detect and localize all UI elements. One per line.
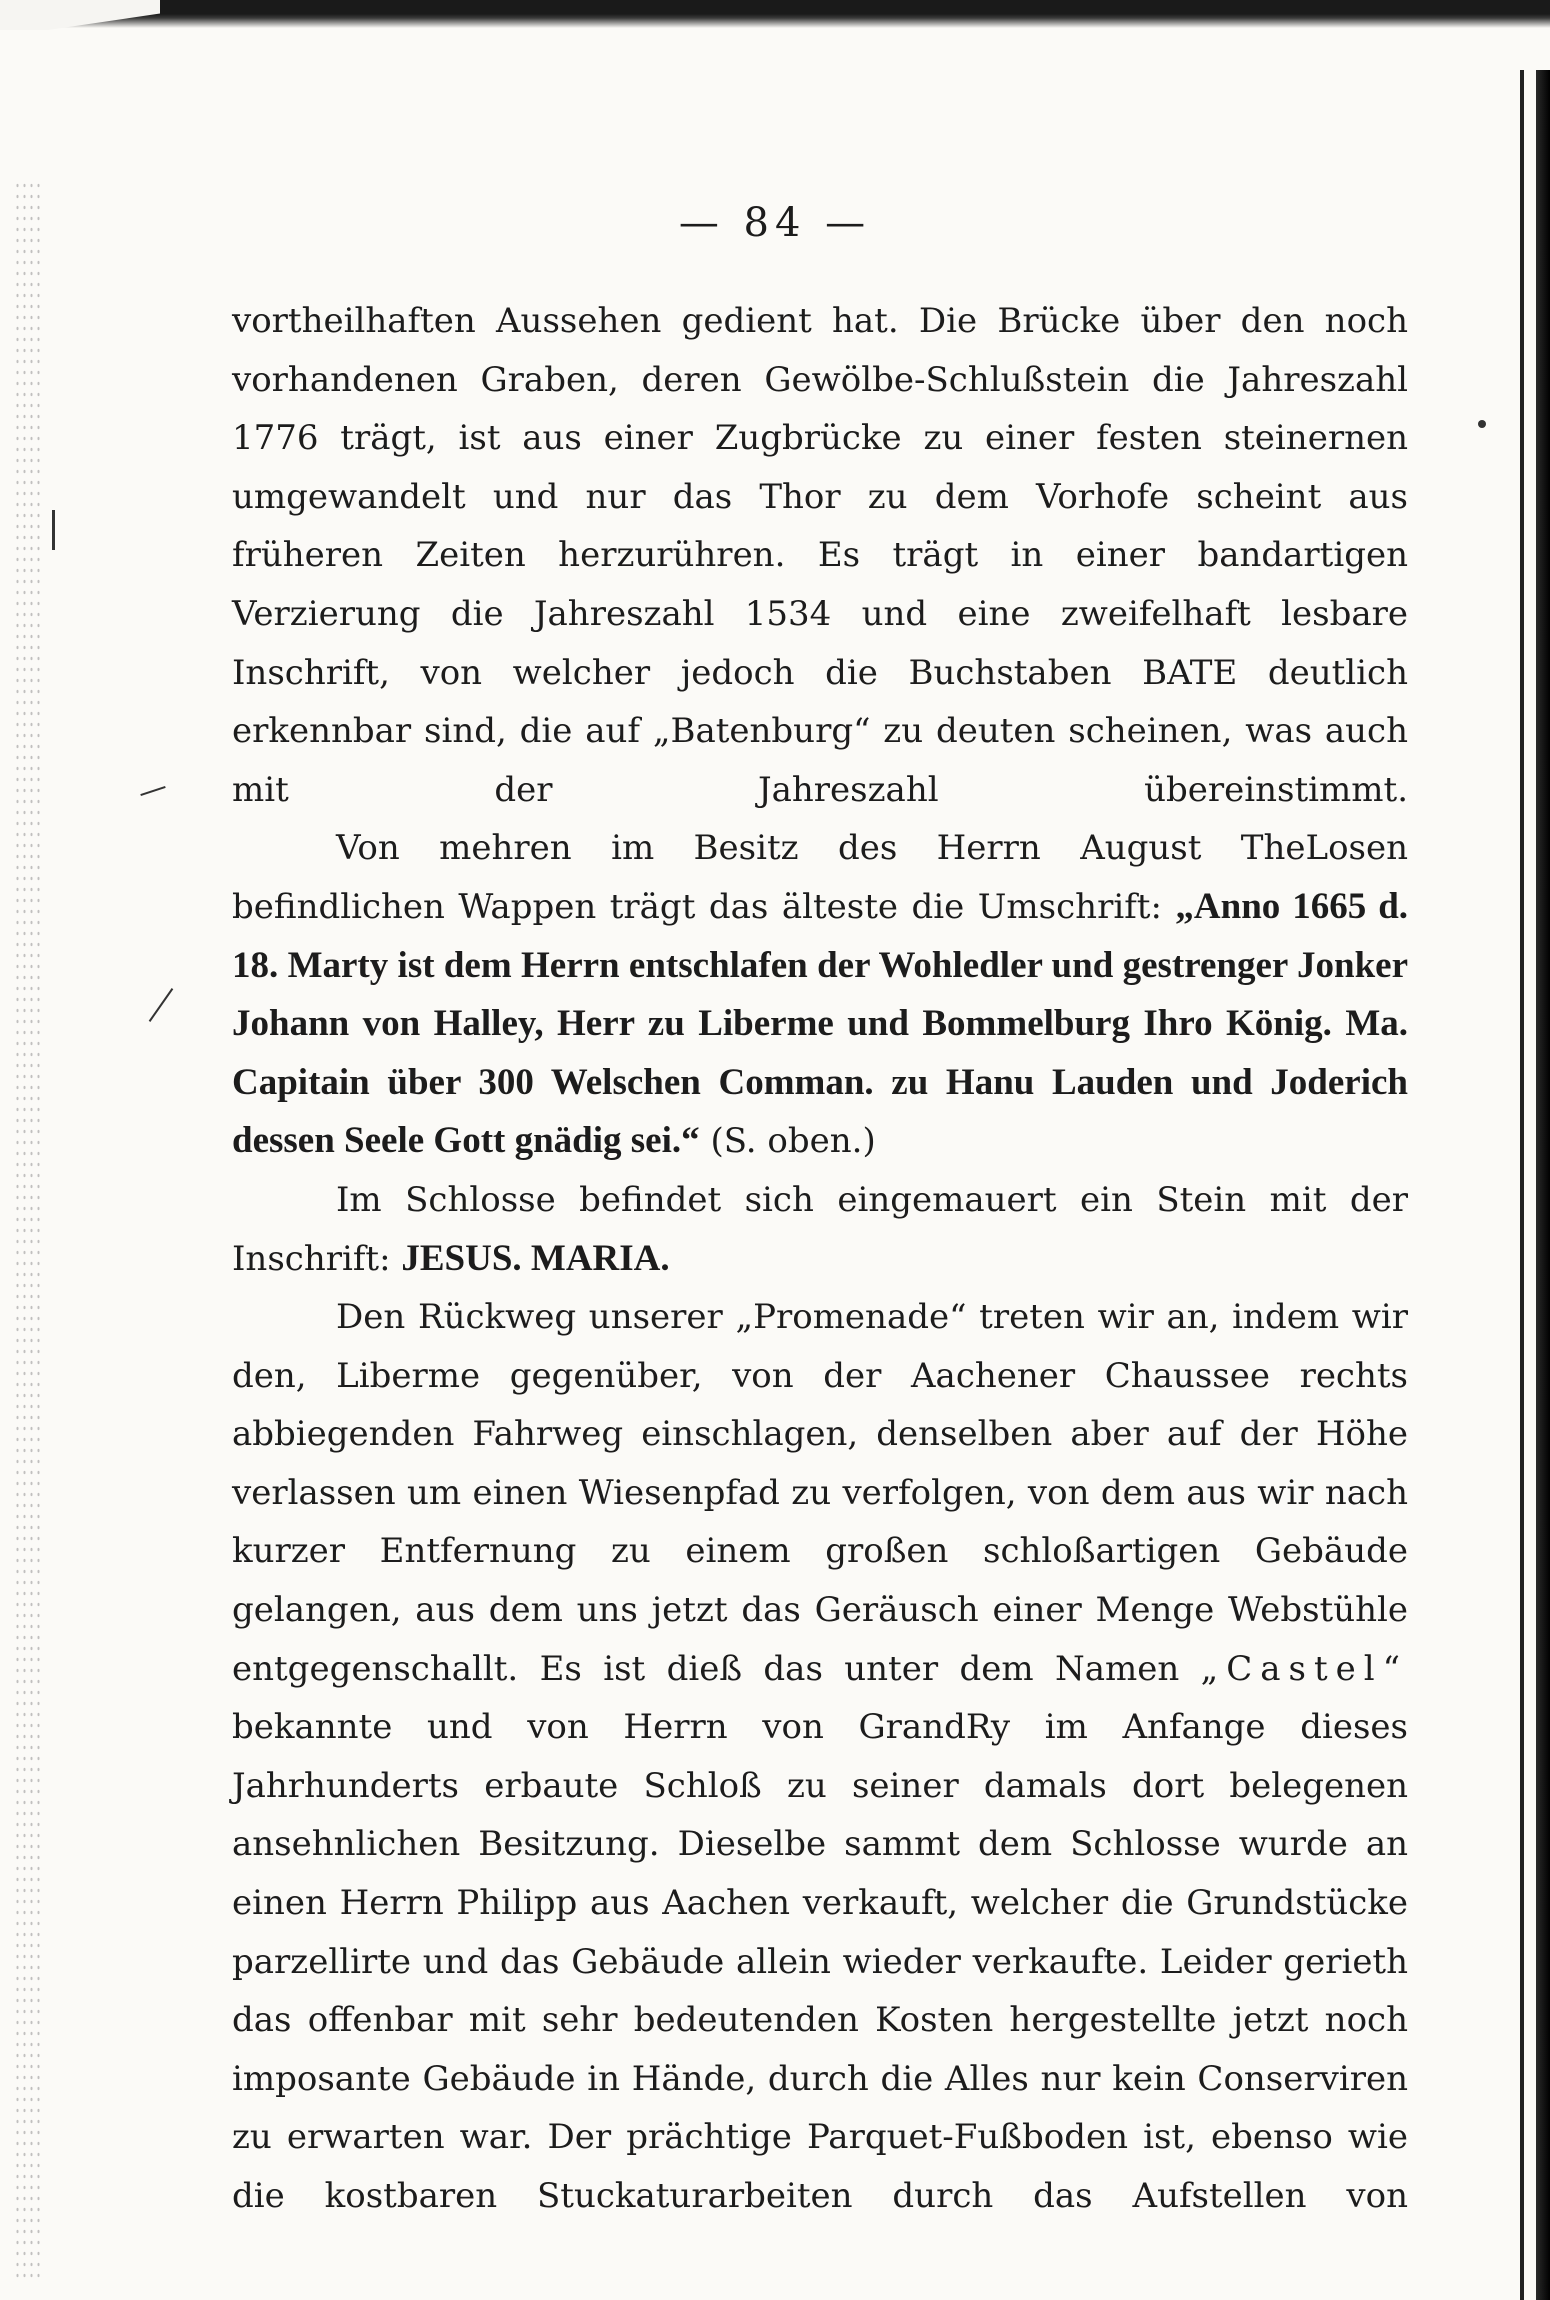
body-text (232, 292, 1408, 2226)
scan-speck (52, 510, 55, 550)
scan-right-line (1520, 70, 1524, 2300)
paragraph-1: vortheilhaften Aussehen gedient hat. Die Brücke über den noch vorhandenen Graben, deren Gewölbe-Schlußstein die Jahreszahl 1776 trägt, ist aus einer Zugbrücke zu einer festen steinernen umgewandelt und nur das Thor zu dem Vorhofe scheint aus früheren Zeiten herzurühren. Es trägt in einer bandartigen Verzierung die Jahreszahl 1534 und eine zweifelhaft lesbare Inschrift, von welcher jedoch die Buchstaben BATE deutlich erkennbar sind, die auf „Batenburg“ zu deuten scheinen, was auch mit der Jahreszahl übereinstimmt. (232, 301, 1408, 810)
wappen-inscription: „Anno 1665 d. 18. Marty ist dem Herrn entschlafen der Wohledler und gestrenger Jonker Johann von Halley, Herr zu Liberme und Bommelburg Ihro König. Ma. Capitain über 300 Welschen Comman. zu Hanu Lauden und Joderich dessen Seele Gott gnädig sei.“ (232, 885, 1409, 1162)
stone-inscription: JESUS. MARIA. (401, 1237, 670, 1279)
paragraph-3-intro: Im Schlosse befindet sich eingemauert ein Stein mit der Inschrift: (232, 1179, 1408, 1279)
scan-speck (149, 988, 174, 1022)
scan-top-edge (0, 0, 1550, 28)
scan-speck (140, 786, 165, 796)
page-number: — 84 — (678, 200, 872, 246)
paragraph-4-text-after: bekannte und von Herrn von GrandRy im Anfange dieses Jahrhunderts erbaute Schloß zu seiner damals dort belegenen ansehnlichen Besitzung. Dieselbe sammt dem Schlosse wurde an einen Herrn Philipp aus Aachen verkauft, welcher die Grundstücke parzellirte und das Gebäude allein wieder verkaufte. Leider gerieth das offenbar mit sehr bedeutenden Kosten hergestellte jetzt noch imposante Gebäude in Hände, durch die Alles nur kein Conserviren zu erwarten war. Der prächtige Parquet-Fußboden ist, ebenso wie die kostbaren Stuckaturarbeiten durch das Aufstellen von (232, 1707, 1408, 2216)
castel-name: „Castel“ (1200, 1648, 1409, 1689)
scan-right-edge (1536, 70, 1550, 2300)
paragraph-3 (232, 1171, 1408, 1288)
paragraph-2 (232, 819, 1408, 1171)
scan-speck (1478, 420, 1486, 428)
paragraph-4-text-before: Den Rückweg unserer „Promenade“ treten wir an, indem wir den, Liberme gegenüber, von der Aachener Chaussee rechts abbiegenden Fahrweg einschlagen, denselben aber auf der Höhe verlassen um einen Wiesenpfad zu verfolgen, von dem aus wir nach kurzer Entfernung zu einem großen schloßartigen Gebäude gelangen, aus dem uns jetzt das Geräusch einer Menge Webstühle entgegenschallt. Es ist dieß das unter dem Namen (232, 1297, 1408, 1689)
paragraph-4 (232, 1288, 1408, 2226)
scan-left-gutter (14, 180, 44, 2280)
paragraph-2-tail: (S. oben.) (710, 1121, 876, 1162)
paragraph-2-intro: Von mehren im Besitz des Herrn August TheLosen befindlichen Wappen trägt das älteste die Umschrift: (232, 828, 1408, 927)
